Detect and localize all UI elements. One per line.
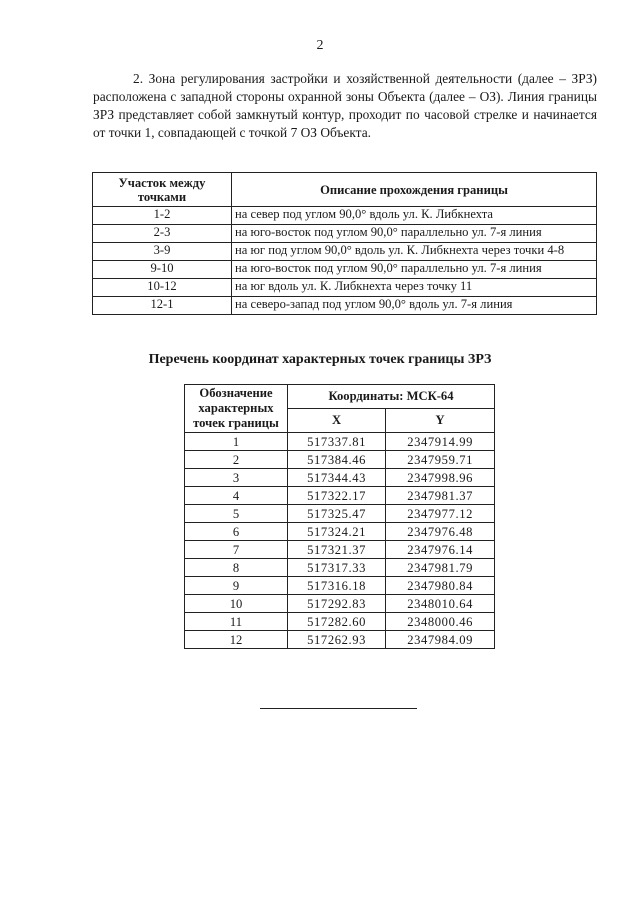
x-coordinate-cell: 517321.37	[288, 541, 386, 559]
x-coordinate-cell: 517282.60	[288, 613, 386, 631]
y-coordinate-cell: 2347976.48	[386, 523, 495, 541]
point-cell: 7	[185, 541, 288, 559]
x-coordinate-cell: 517384.46	[288, 451, 386, 469]
x-coordinate-cell: 517344.43	[288, 469, 386, 487]
segments-header-segment: Участок между точками	[93, 173, 232, 207]
table-row	[185, 613, 495, 631]
description-cell: на юг под углом 90,0° вдоль ул. К. Либкнехта через точки 4-8	[232, 243, 597, 261]
x-coordinate-cell: 517317.33	[288, 559, 386, 577]
table-row	[185, 559, 495, 577]
point-cell: 3	[185, 469, 288, 487]
table-row	[185, 505, 495, 523]
y-coordinate-cell: 2347981.79	[386, 559, 495, 577]
table-row	[93, 279, 597, 297]
y-coordinate-cell: 2347998.96	[386, 469, 495, 487]
coords-header-y: Y	[386, 409, 495, 433]
segment-cell: 12-1	[93, 297, 232, 315]
x-coordinate-cell: 517292.83	[288, 595, 386, 613]
segments-body	[93, 207, 597, 315]
segment-cell: 9-10	[93, 261, 232, 279]
point-cell: 4	[185, 487, 288, 505]
table-row	[185, 433, 495, 451]
point-cell: 10	[185, 595, 288, 613]
x-coordinate-cell: 517324.21	[288, 523, 386, 541]
y-coordinate-cell: 2347959.71	[386, 451, 495, 469]
x-coordinate-cell: 517325.47	[288, 505, 386, 523]
point-cell: 5	[185, 505, 288, 523]
y-coordinate-cell: 2347984.09	[386, 631, 495, 649]
point-cell: 6	[185, 523, 288, 541]
segment-cell: 2-3	[93, 225, 232, 243]
y-coordinate-cell: 2348010.64	[386, 595, 495, 613]
segments-header-description: Описание прохождения границы	[232, 173, 597, 207]
segment-cell: 1-2	[93, 207, 232, 225]
x-coordinate-cell: 517322.17	[288, 487, 386, 505]
table-row	[93, 225, 597, 243]
point-cell: 9	[185, 577, 288, 595]
y-coordinate-cell: 2347980.84	[386, 577, 495, 595]
y-coordinate-cell: 2347976.14	[386, 541, 495, 559]
description-cell: на северо-запад под углом 90,0° вдоль ул. 7-я линия	[232, 297, 597, 315]
y-coordinate-cell: 2348000.46	[386, 613, 495, 631]
table-row	[185, 631, 495, 649]
description-cell: на юго-восток под углом 90,0° параллельно ул. 7-я линия	[232, 261, 597, 279]
signature-line	[260, 708, 417, 709]
x-coordinate-cell: 517337.81	[288, 433, 386, 451]
point-cell: 1	[185, 433, 288, 451]
coords-body	[185, 433, 495, 649]
point-cell: 2	[185, 451, 288, 469]
table-row	[185, 523, 495, 541]
point-cell: 8	[185, 559, 288, 577]
coords-header-x: X	[288, 409, 386, 433]
x-coordinate-cell: 517262.93	[288, 631, 386, 649]
coords-table	[184, 384, 495, 649]
description-cell: на юго-восток под углом 90,0° параллельно ул. 7-я линия	[232, 225, 597, 243]
table-row	[185, 487, 495, 505]
table-row	[93, 243, 597, 261]
segments-table	[92, 172, 597, 315]
segment-cell: 3-9	[93, 243, 232, 261]
segments-header-row	[93, 173, 597, 207]
coords-header-point: Обозначение характерных точек границы	[185, 385, 288, 433]
coords-header-system: Координаты: МСК-64	[288, 385, 495, 409]
y-coordinate-cell: 2347981.37	[386, 487, 495, 505]
table-row	[185, 577, 495, 595]
y-coordinate-cell: 2347914.99	[386, 433, 495, 451]
coords-title: Перечень координат характерных точек границы ЗРЗ	[148, 352, 492, 367]
y-coordinate-cell: 2347977.12	[386, 505, 495, 523]
table-row	[93, 207, 597, 225]
description-cell: на юг вдоль ул. К. Либкнехта через точку 11	[232, 279, 597, 297]
table-row	[185, 469, 495, 487]
table-row	[185, 541, 495, 559]
point-cell: 12	[185, 631, 288, 649]
page-number: 2	[316, 38, 324, 53]
description-cell: на север под углом 90,0° вдоль ул. К. Либкнехта	[232, 207, 597, 225]
table-row	[93, 261, 597, 279]
table-row	[185, 595, 495, 613]
x-coordinate-cell: 517316.18	[288, 577, 386, 595]
coords-header-row	[185, 385, 495, 409]
paragraph-zone-description: 2. Зона регулирования застройки и хозяйственной деятельности (далее – ЗРЗ) расположена с западной стороны охранной зоны Объекта (далее – ОЗ). Линия границы ЗРЗ представляет собой замкнутый контур, проходит по часовой стрелке и начинается от точки 1, совпадающей с точкой 7 ОЗ Объекта.	[93, 71, 597, 140]
table-row	[185, 451, 495, 469]
point-cell: 11	[185, 613, 288, 631]
segment-cell: 10-12	[93, 279, 232, 297]
table-row	[93, 297, 597, 315]
